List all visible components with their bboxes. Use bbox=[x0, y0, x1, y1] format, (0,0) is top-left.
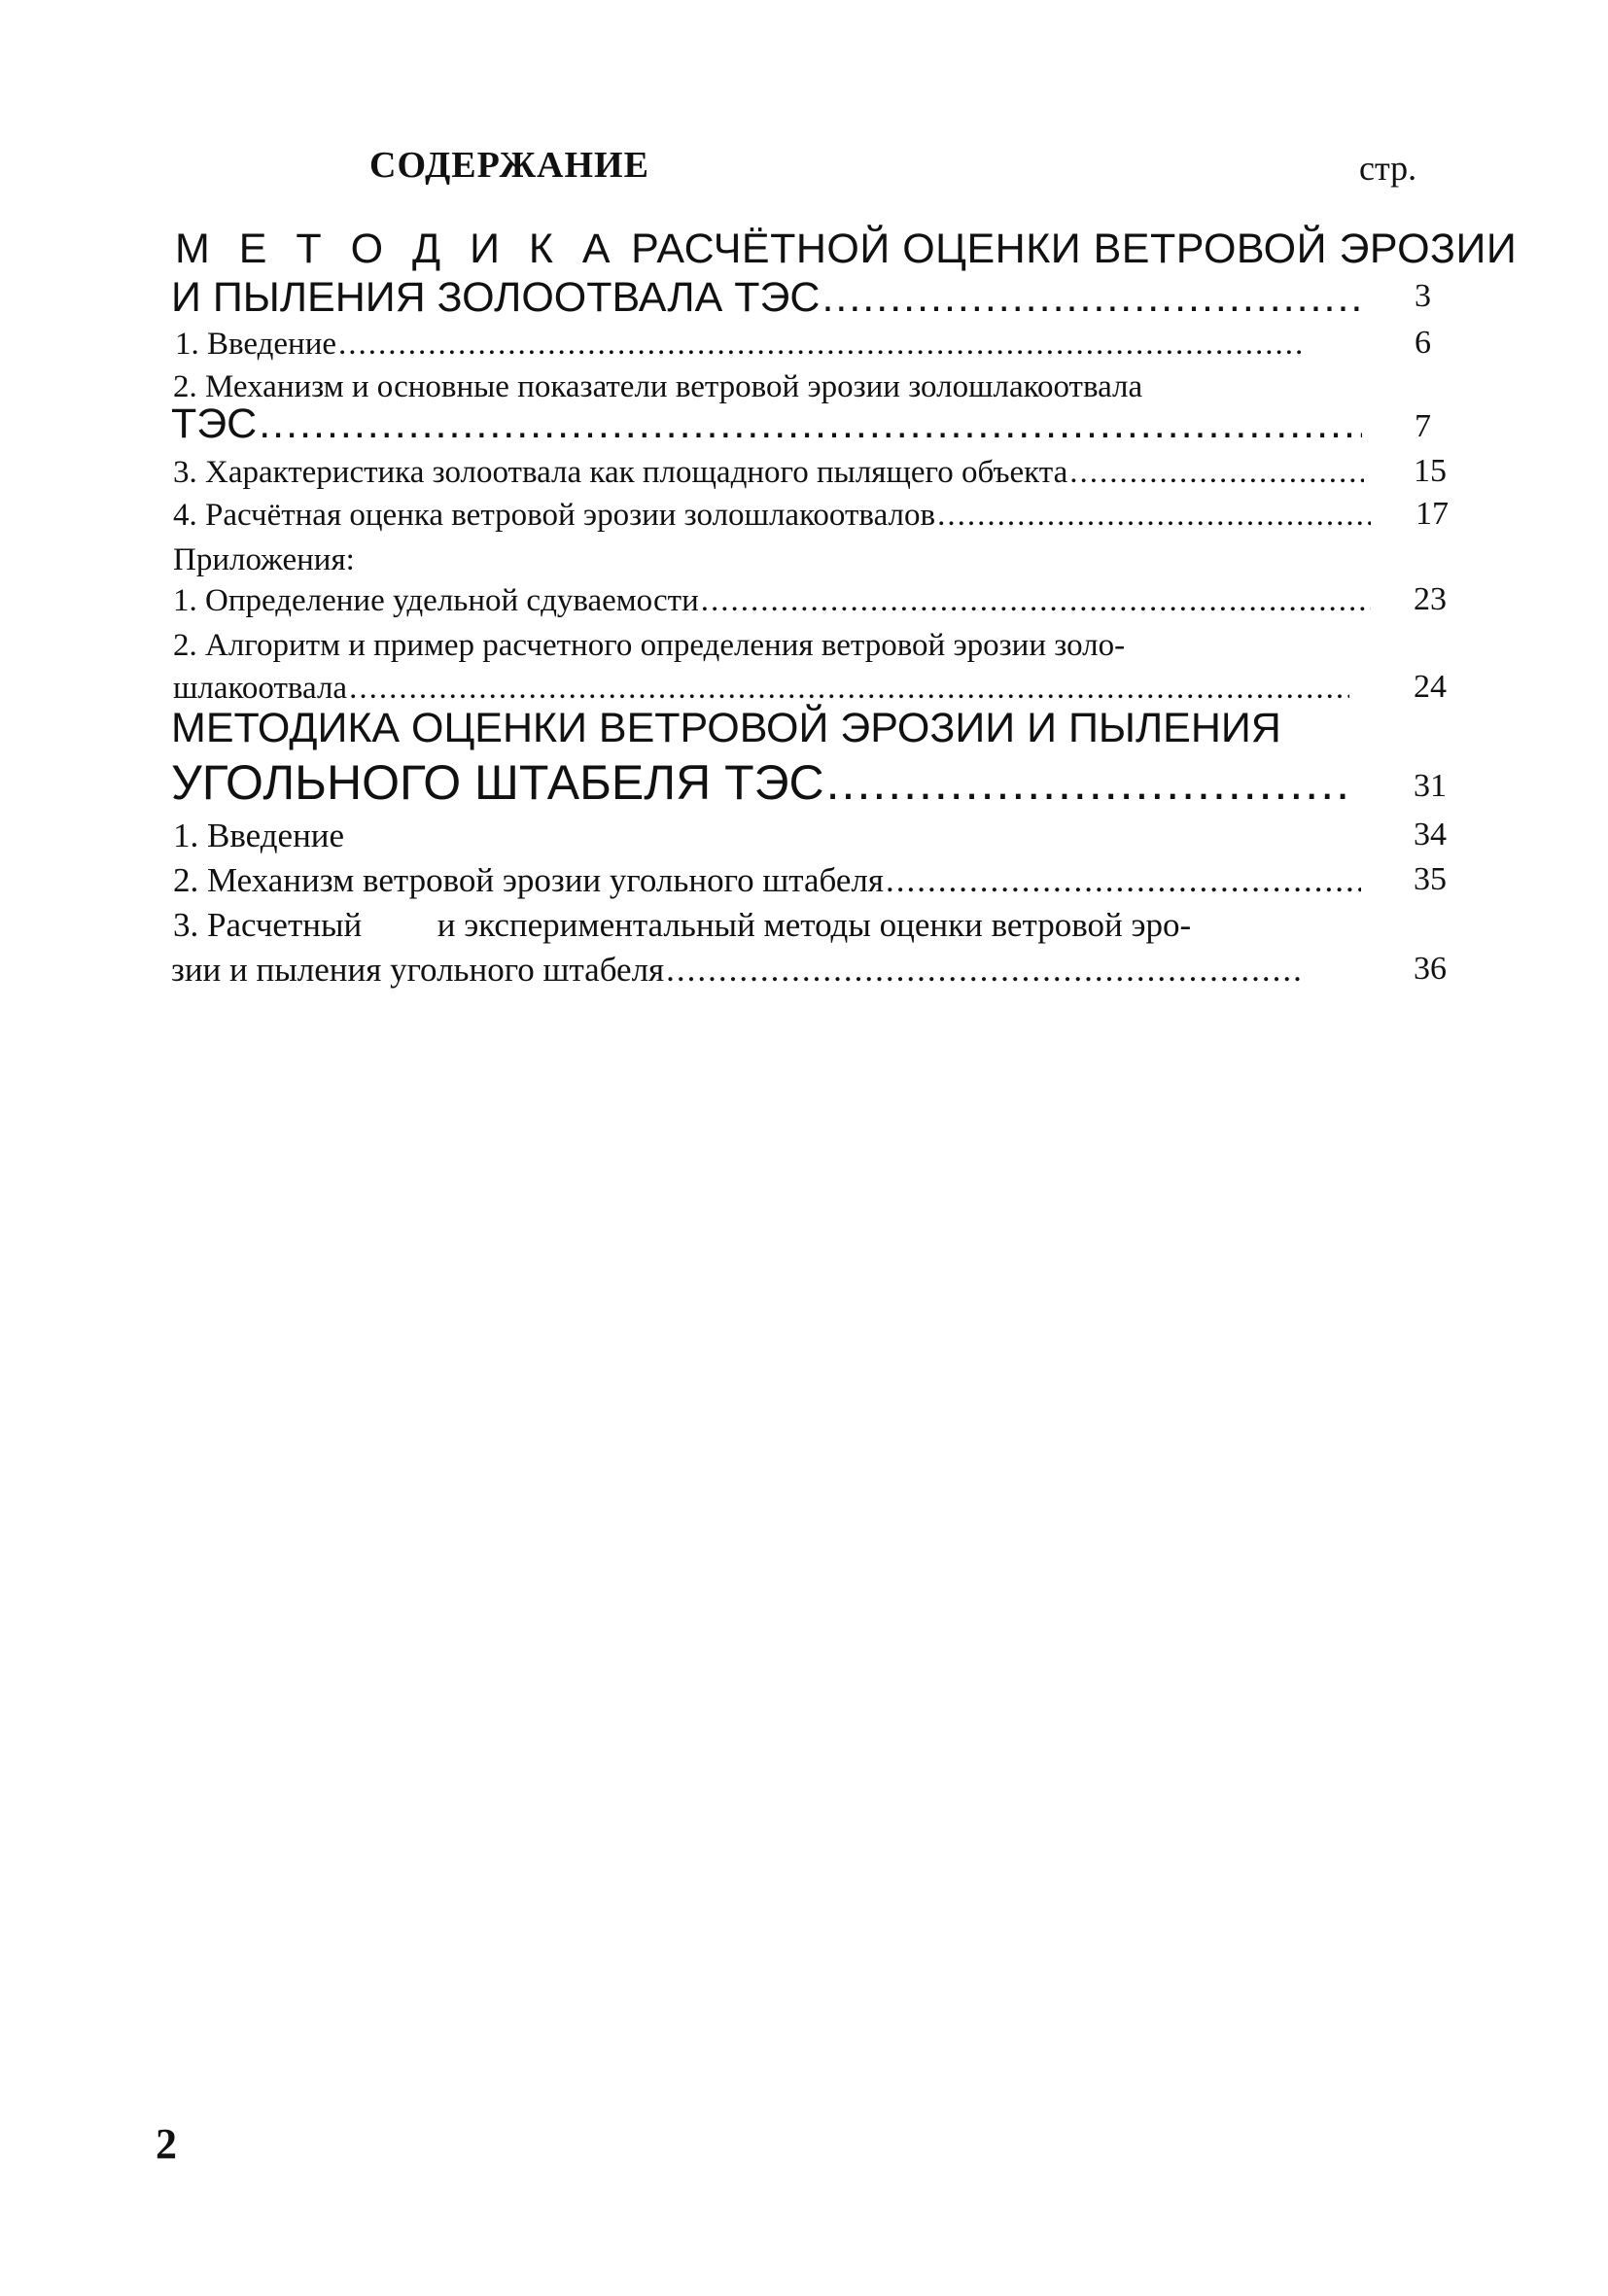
toc-entry-text: 1. Введение bbox=[173, 817, 345, 854]
section1-title-rest: РАСЧЁТНОЙ ОЦЕНКИ ВЕТРОВОЙ ЭРОЗИИ bbox=[631, 226, 1518, 272]
page-ref: 15 bbox=[1414, 453, 1447, 489]
toc-entry[interactable] bbox=[173, 498, 1371, 534]
toc-entry-text: шлакоотвала bbox=[173, 671, 348, 706]
toc-entry[interactable] bbox=[171, 400, 1362, 448]
toc-entry-text: ТЭС bbox=[171, 400, 258, 447]
dot-leader bbox=[666, 951, 1304, 990]
dot-leader bbox=[338, 327, 1303, 363]
toc-entry[interactable] bbox=[173, 583, 1371, 619]
toc-entry-text: 2. Механизм и основные показатели ветровой эрозии золошлакоотвала bbox=[173, 369, 1143, 404]
toc-entry[interactable] bbox=[171, 754, 1347, 811]
toc-entry-text: 2. Механизм ветровой эрозии угольного штабеля bbox=[173, 861, 884, 899]
toc-entry-text: 3. Расчетный bbox=[173, 906, 363, 944]
page-ref: 31 bbox=[1414, 768, 1447, 804]
toc-entry-text: и экспериментальный методы оценки ветровой эро- bbox=[437, 906, 1192, 944]
toc-entry[interactable] bbox=[171, 274, 1367, 322]
toc-entry[interactable] bbox=[173, 671, 1349, 707]
toc-entry-text: 3. Характеристика золоотвала как площадного пылящего объекта bbox=[173, 455, 1068, 490]
section2-title-line2: УГОЛЬНОГО ШТАБЕЛЯ ТЭС bbox=[171, 755, 824, 810]
page-ref: 35 bbox=[1414, 861, 1447, 897]
page-ref: 24 bbox=[1414, 669, 1447, 705]
dot-leader bbox=[1069, 455, 1364, 491]
page-ref: 3 bbox=[1415, 278, 1431, 314]
page-ref: 36 bbox=[1414, 951, 1447, 987]
toc-entry-text: 4. Расчётная оценка ветровой эрозии золошлакоотвалов bbox=[173, 498, 936, 533]
section2-title-line1: МЕТОДИКА ОЦЕНКИ ВЕТРОВОЙ ЭРОЗИИ И ПЫЛЕНИЯ bbox=[171, 705, 1281, 751]
appendix-label: Приложения: bbox=[173, 542, 355, 577]
page-ref: 34 bbox=[1414, 817, 1447, 852]
dot-leader bbox=[701, 583, 1371, 619]
page-column-label: стр. bbox=[1359, 149, 1417, 188]
toc-entry-text: 1. Введение bbox=[175, 327, 337, 362]
page-number: 2 bbox=[156, 2120, 177, 2168]
dot-leader bbox=[826, 754, 1347, 811]
toc-entry-text-line1 bbox=[173, 906, 1191, 945]
toc-entry[interactable] bbox=[175, 327, 1303, 363]
page-ref: 7 bbox=[1415, 408, 1431, 444]
toc-title: СОДЕРЖАНИЕ bbox=[369, 145, 649, 186]
section1-title-line2: И ПЫЛЕНИЯ ЗОЛООТВАЛА ТЭС bbox=[171, 274, 821, 321]
toc-entry-text: 1. Определение удельной сдуваемости bbox=[173, 583, 699, 618]
page-ref: 23 bbox=[1414, 581, 1447, 617]
dot-leader bbox=[259, 400, 1362, 448]
dot-leader bbox=[886, 861, 1361, 900]
page-ref: 6 bbox=[1415, 325, 1431, 361]
toc-entry[interactable] bbox=[171, 951, 1304, 990]
toc-entry-text: зии и пыления угольного штабеля bbox=[171, 951, 665, 989]
section1-title-line1 bbox=[175, 226, 1517, 273]
toc-entry[interactable] bbox=[173, 455, 1364, 491]
dot-leader bbox=[349, 671, 1349, 707]
page-ref: 17 bbox=[1416, 496, 1449, 532]
toc-entry-text: 2. Алгоритм и пример расчетного определения ветровой эрозии золо- bbox=[173, 628, 1126, 663]
toc-entry[interactable] bbox=[173, 861, 1361, 900]
dot-leader bbox=[821, 274, 1367, 322]
section1-title-spaced: М Е Т О Д И К А bbox=[175, 226, 619, 272]
dot-leader bbox=[937, 498, 1371, 534]
